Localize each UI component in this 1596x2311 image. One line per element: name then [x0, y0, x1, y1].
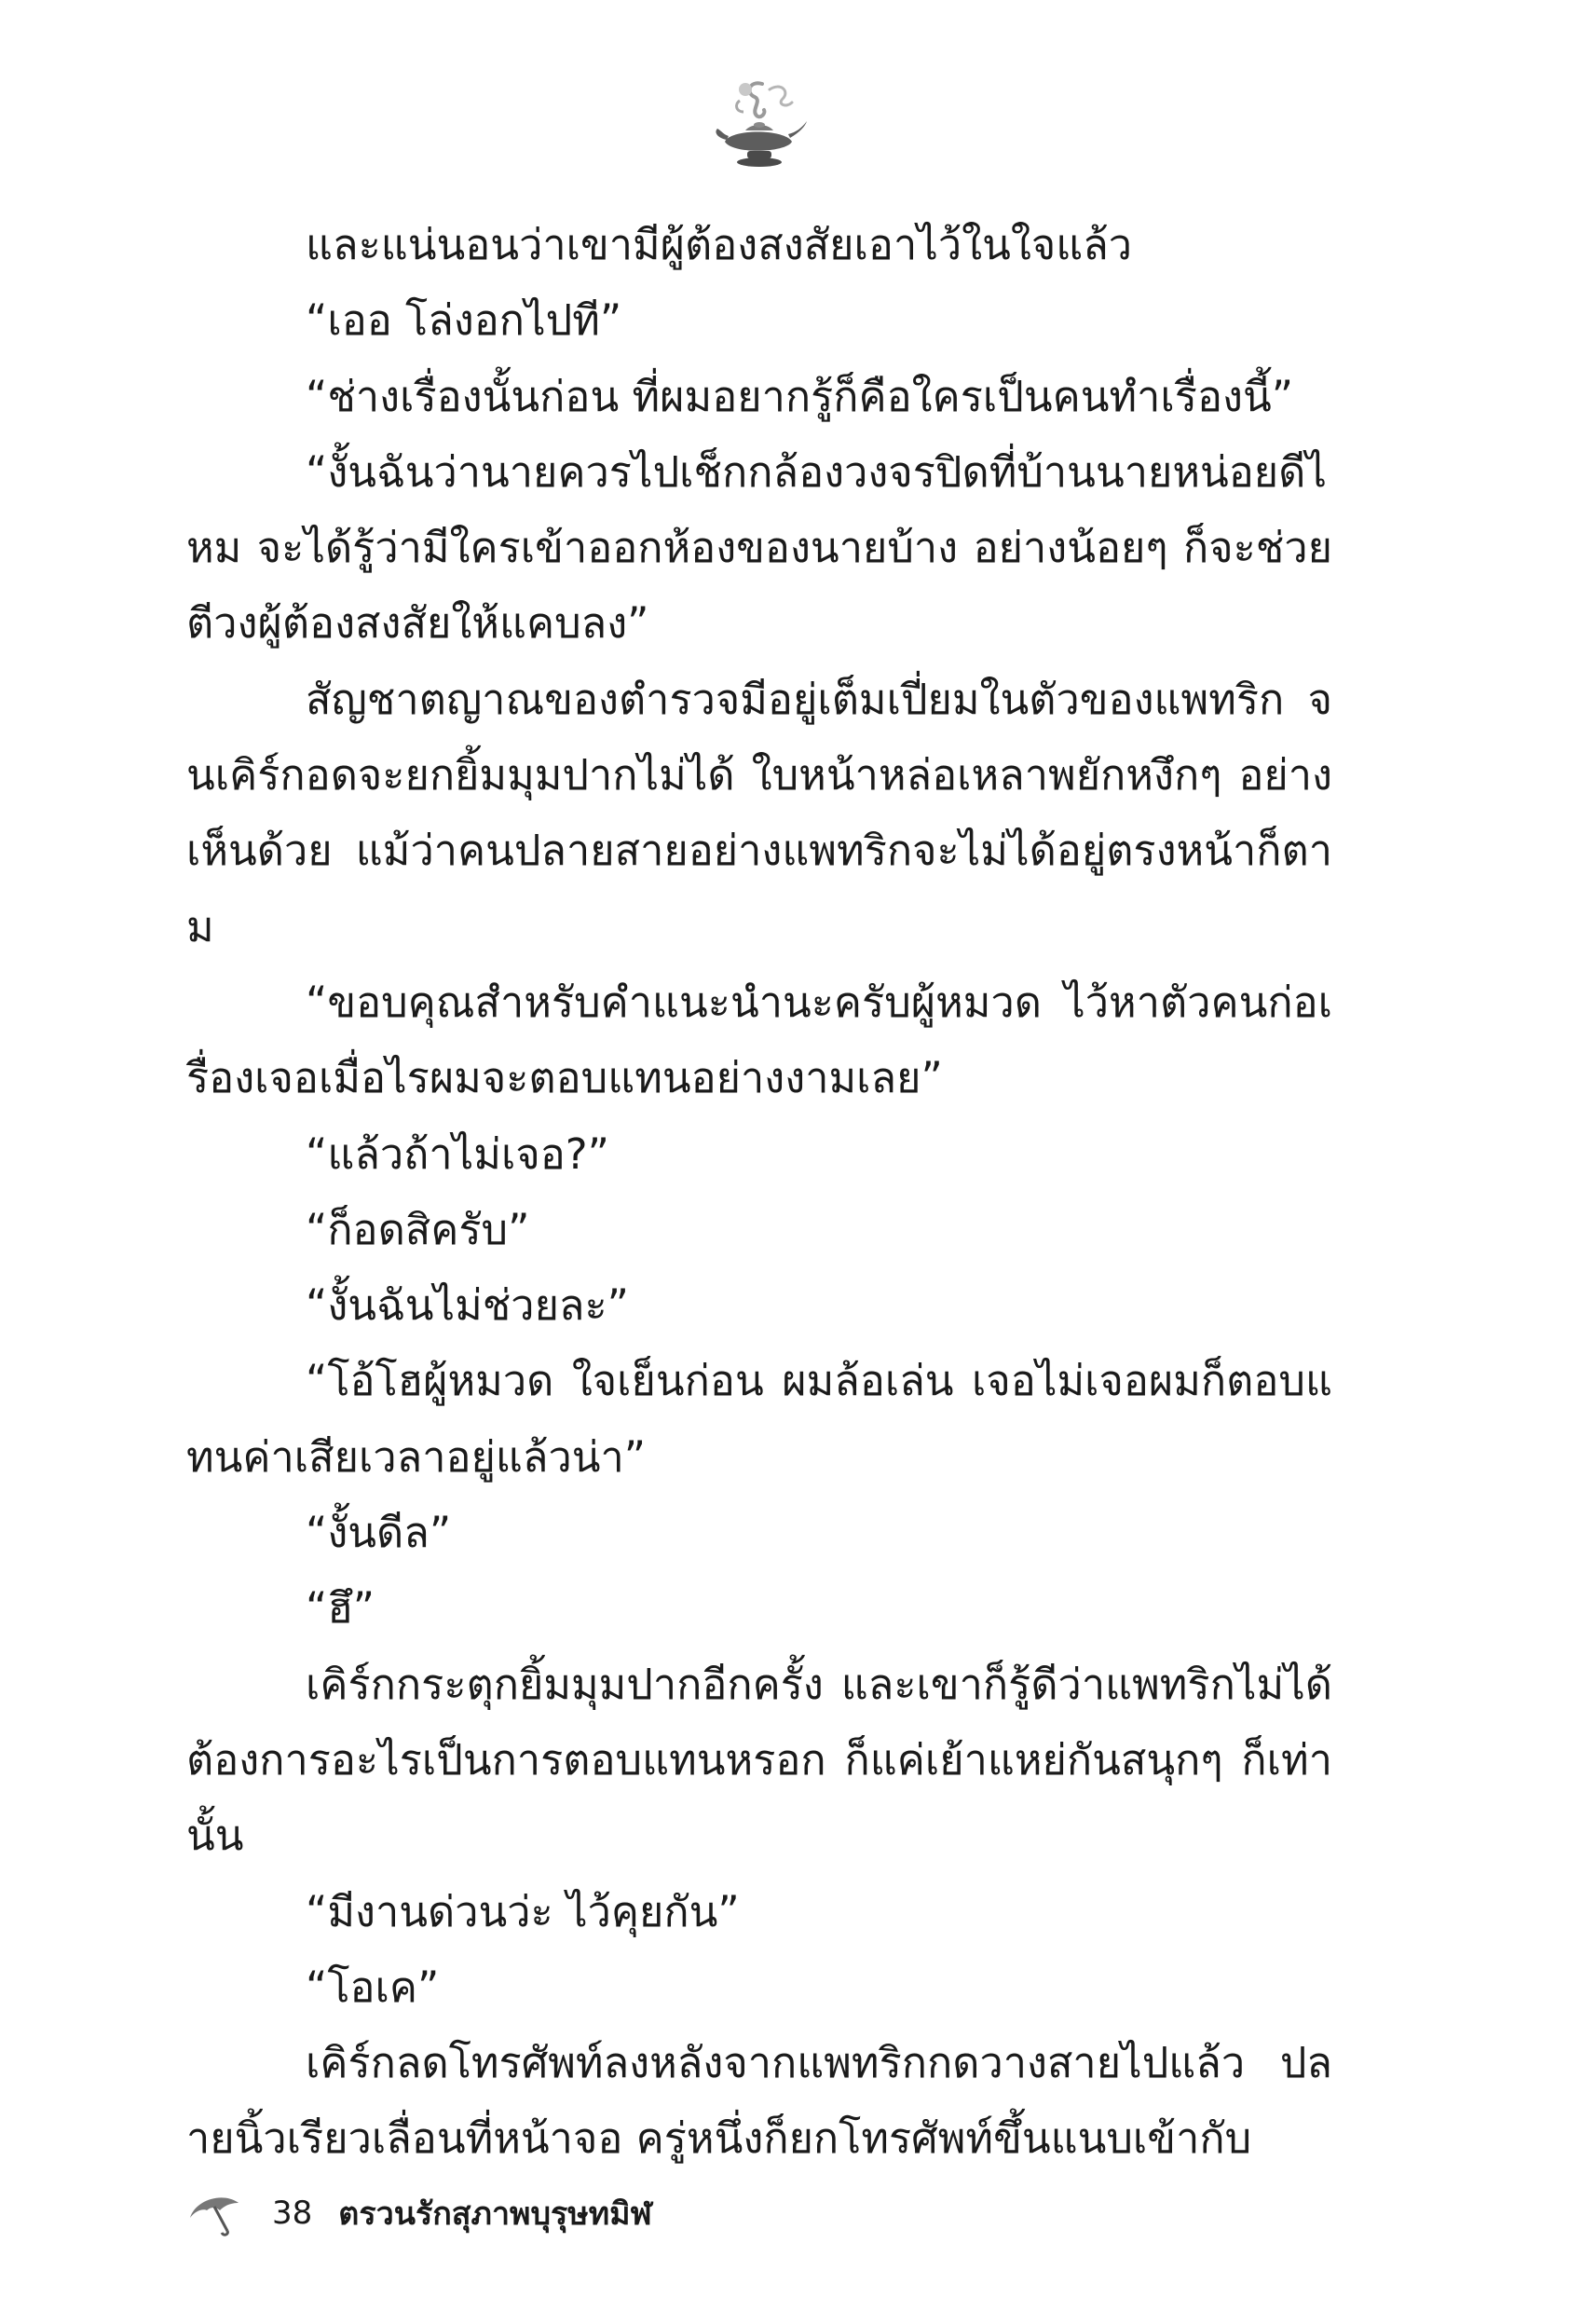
page-footer	[186, 2181, 652, 2246]
page-number: 38	[272, 2195, 313, 2232]
paragraph: “งั้นดีล”	[306, 1508, 452, 1558]
paragraph: “แล้วถ้าไม่เจอ?”	[306, 1128, 609, 1179]
book-title: ตรวนรักสุภาพบุรุษทมิฬ	[338, 2195, 652, 2233]
umbrella-icon	[186, 2190, 242, 2236]
paragraph: เคิร์กลดโทรศัพท์ลงหลังจากแพทริกกดวางสายไปแล้ว ปลายนิ้วเรียวเลื่อนที่หน้าจอ ครู่หนึ่งก็ยกโทรศัพท์ขึ้นแนบเข้ากับ	[186, 2038, 1332, 2164]
magic-lamp-icon	[708, 73, 811, 175]
paragraph: “โอ้โฮผู้หมวด ใจเย็นก่อน ผมล้อเล่น เจอไม่เจอผมก็ตอบแทนค่าเสียเวลาอยู่แล้วน่า”	[186, 1356, 1332, 1482]
paragraph: “ก็อดสิครับ”	[306, 1204, 530, 1254]
paragraph: “ฮึ”	[306, 1583, 375, 1634]
paragraph: “มีงานด่วนว่ะ ไว้คุยกัน”	[306, 1886, 740, 1936]
paragraph: “งั้นฉันไม่ช่วยละ”	[306, 1280, 629, 1331]
paragraph: เคิร์กกระตุกยิ้มมุมปากอีกครั้ง และเขาก็รู้ดีว่าแพทริกไม่ได้ต้องการอะไรเป็นการตอบแทนหรอก ก็แค่เย้าแหย่กันสนุกๆ ก็เท่านั้น	[186, 1659, 1332, 1861]
paragraph: และแน่นอนว่าเขามีผู้ต้องสงสัยเอาไว้ในใจแล้ว	[306, 220, 1133, 269]
paragraph: “ช่างเรื่องนั้นก่อน ที่ผมอยากรู้ก็คือใครเป็นคนทำเรื่องนี้”	[306, 371, 1294, 421]
body-text	[186, 207, 1332, 2177]
paragraph: สัญชาตญาณของตำรวจมีอยู่เต็มเปี่ยมในตัวของแพทริก จนเคิร์กอดจะยกยิ้มมุมปากไม่ได้ ใบหน้าหล่อเหลาพยักหงึกๆ อย่างเห็นด้วย แม้ว่าคนปลายสายอย่างแพทริกจะไม่ได้อยู่ตรงหน้าก็ตาม	[186, 674, 1332, 951]
paragraph: “เออ โล่งอกไปที”	[306, 295, 622, 346]
paragraph: “งั้นฉันว่านายควรไปเช็กกล้องวงจรปิดที่บ้านนายหน่อยดีไหม จะได้รู้ว่ามีใครเข้าออกห้องของนายบ้าง อย่างน้อยๆ ก็จะช่วยตีวงผู้ต้องสงสัยให้แคบลง”	[186, 446, 1332, 649]
paragraph: “ขอบคุณสำหรับคำแนะนำนะครับผู้หมวด ไว้หาตัวคนก่อเรื่องเจอเมื่อไรผมจะตอบแทนอย่างงามเลย”	[186, 977, 1332, 1103]
paragraph: “โอเค”	[306, 1962, 440, 2012]
